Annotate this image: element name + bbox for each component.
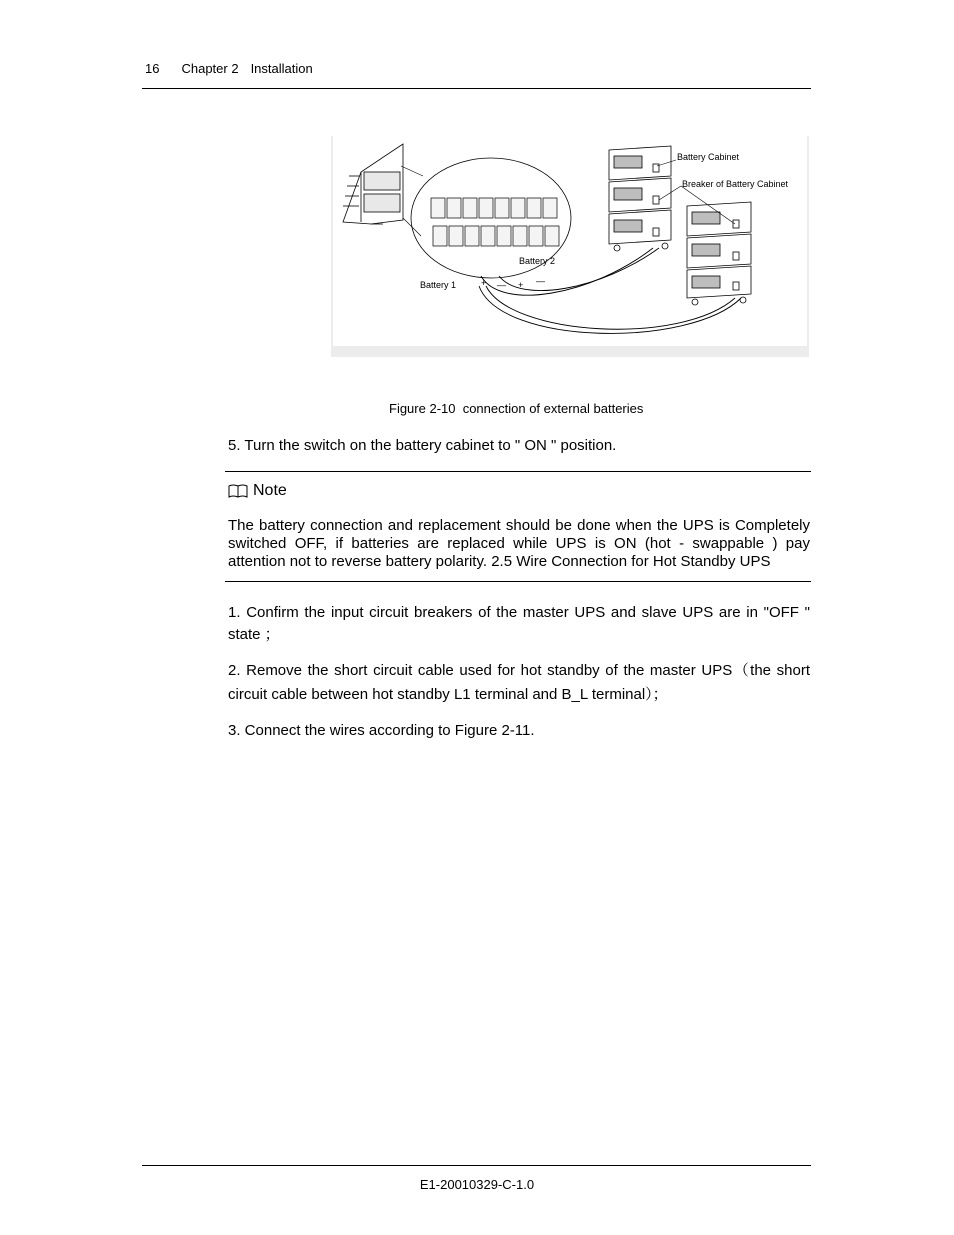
note-bottom-rule	[225, 581, 811, 582]
footer-rule	[142, 1165, 811, 1166]
battery-connection-figure	[331, 136, 809, 357]
figure-caption: Figure 2-10 connection of external batteries	[389, 401, 644, 416]
header-rule	[142, 88, 811, 89]
hot-standby-step-3: 3. Connect the wires according to Figure 2-11.	[228, 722, 535, 739]
hot-standby-step-2: 2. Remove the short circuit cable used for hot standby of the master UPS（the short circuit cable between hot standby L1 terminal and B_L terminal）；	[228, 662, 810, 703]
battery-diagram	[331, 136, 809, 357]
battery-cabinet-stack-2	[687, 202, 751, 305]
label-battery-cabinet: Battery Cabinet	[677, 152, 740, 162]
page-number: 16	[145, 61, 160, 76]
label-battery-1: Battery 1	[420, 280, 457, 290]
label-breaker: Breaker of Battery Cabinet	[682, 179, 789, 189]
page-header	[145, 61, 313, 76]
note-body: The battery connection and replacement should be done when the UPS is Completely switched OFF, if batteries are replaced while UPS is ON (hot - swappable ) pay attention not to reverse battery polarity. 2.5 Wire Connection for Hot Standby UPS	[228, 517, 810, 570]
section-label: Installation	[250, 61, 313, 76]
book-icon	[228, 483, 248, 499]
note-heading	[228, 482, 287, 500]
terminal-plus-1: +	[481, 278, 487, 288]
hot-standby-step-1: 1. Confirm the input circuit breakers of the master UPS and slave UPS are in "OFF " state ；	[228, 604, 810, 643]
note-title: Note	[253, 482, 287, 499]
chapter-label: Chapter 2	[181, 61, 239, 76]
step-5: 5. Turn the switch on the battery cabinet to " ON " position.	[228, 437, 617, 454]
footer-doc-id: E1-20010329-C-1.0	[419, 1177, 535, 1192]
terminal-minus-1: —	[497, 280, 506, 290]
terminal-plus-2: +	[518, 280, 524, 290]
note-top-rule	[225, 471, 811, 472]
terminal-minus-2: —	[536, 276, 545, 286]
label-battery-2: Battery 2	[519, 256, 556, 266]
